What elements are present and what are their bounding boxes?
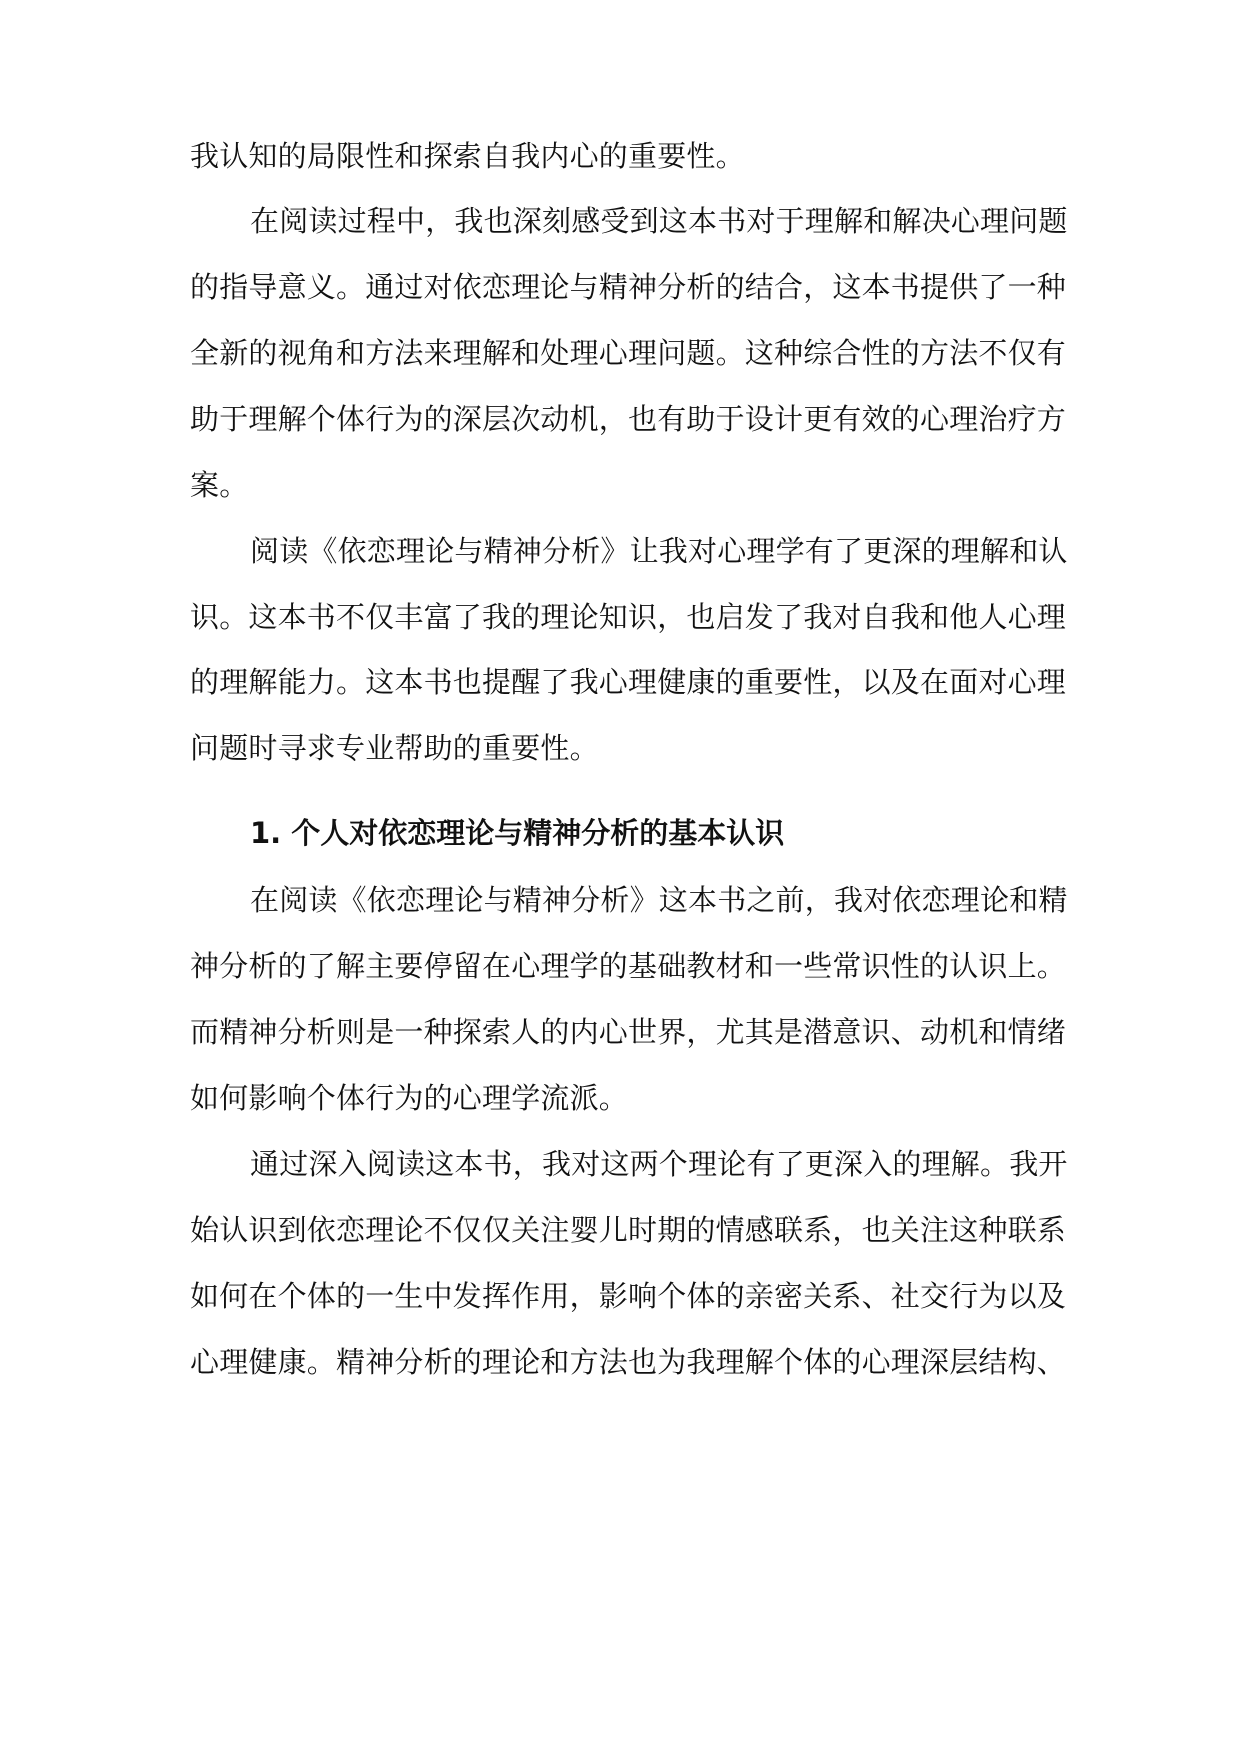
paragraph-line: 神分析的了解主要停留在心理学的基础教材和一些常识性的认识上。: [190, 949, 1067, 983]
paragraph-line: 的理解能力。这本书也提醒了我心理健康的重要性，以及在面对心理: [190, 665, 1067, 699]
paragraph-line: 全新的视角和方法来理解和处理心理问题。这种综合性的方法不仅有: [190, 336, 1067, 370]
paragraph-line: 如何在个体的一生中发挥作用，影响个体的亲密关系、社交行为以及: [190, 1279, 1067, 1313]
paragraph-line: 心理健康。精神分析的理论和方法也为我理解个体的心理深层结构、: [190, 1345, 1067, 1379]
paragraph-line: 问题时寻求专业帮助的重要性。: [190, 731, 599, 765]
paragraph-line: 而精神分析则是一种探索人的内心世界，尤其是潜意识、动机和情绪: [190, 1015, 1067, 1049]
paragraph-line: 阅读《依恋理论与精神分析》让我对心理学有了更深的理解和认: [250, 534, 1068, 568]
paragraph-line: 案。: [190, 468, 249, 502]
paragraph-line: 通过深入阅读这本书，我对这两个理论有了更深入的理解。我开: [250, 1147, 1068, 1181]
paragraph-line: 助于理解个体行为的深层次动机，也有助于设计更有效的心理治疗方: [190, 402, 1067, 436]
paragraph-line: 的指导意义。通过对依恋理论与精神分析的结合，这本书提供了一种: [190, 270, 1067, 304]
paragraph-line: 我认知的局限性和探索自我内心的重要性。: [190, 139, 745, 173]
paragraph-line: 在阅读过程中，我也深刻感受到这本书对于理解和解决心理问题: [250, 204, 1068, 238]
paragraph-line: 在阅读《依恋理论与精神分析》这本书之前，我对依恋理论和精: [250, 883, 1068, 917]
paragraph-line: 如何影响个体行为的心理学流派。: [190, 1081, 629, 1115]
paragraph-line: 识。这本书不仅丰富了我的理论知识，也启发了我对自我和他人心理: [190, 600, 1067, 634]
paragraph-line: 始认识到依恋理论不仅仅关注婴儿时期的情感联系，也关注这种联系: [190, 1213, 1067, 1247]
section-heading: 1. 个人对依恋理论与精神分析的基本认识: [250, 816, 785, 850]
